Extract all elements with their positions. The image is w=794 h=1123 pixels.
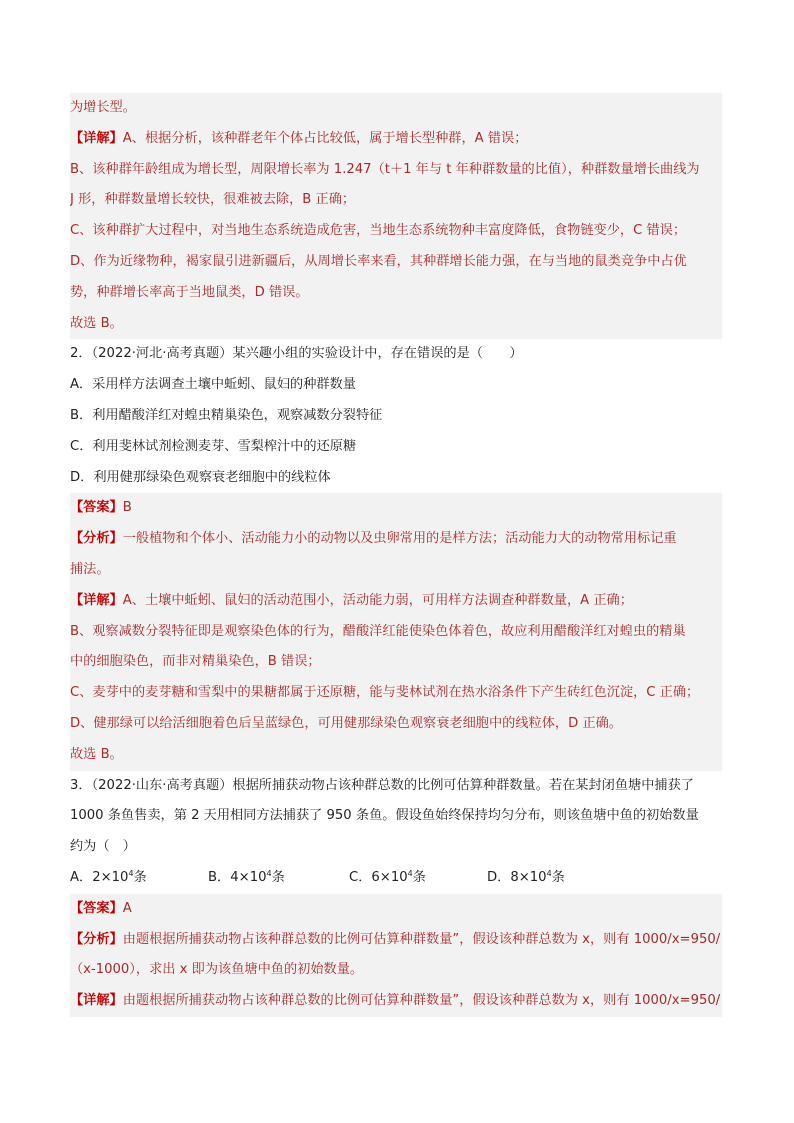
question-3-options [70, 863, 722, 894]
analysis-tag: 【分析】 [70, 531, 123, 547]
question-2-option-b: B．利用醋酸洋红对蝗虫精巢染色，观察减数分裂特征 [70, 407, 383, 423]
question-3-option-a: A．$2\times 10^4$条 [70, 868, 147, 885]
prev-detail-line: D、作为近缘物种，褐家鼠引进新疆后，从周增长率来看，其种群增长能力强，在与当地的鼠类竞争中占优 [70, 247, 722, 278]
prev-continuation: 为增长型。 [70, 93, 722, 124]
document-page [70, 93, 722, 1017]
question-3-stem: 约为（ ） [70, 839, 136, 855]
analysis-tag: 【分析】 [70, 931, 123, 947]
question-3-option-c: C．$6\times 10^4$条 [349, 868, 426, 885]
question-3-answer: 【答案】A [70, 894, 722, 925]
question-3-option-b: B．$4\times 10^4$条 [208, 868, 285, 885]
prev-conclusion: 故选 B。 [70, 309, 722, 340]
question-2-detail-line: 中的细胞染色，而非对精巢染色，B 错误； [70, 647, 722, 678]
prev-detail-line: 势，种群增长率高于当地鼠类，D 错误。 [70, 278, 722, 309]
prev-detail-line: 【详解】A、根据分析，该种群老年个体占比较低，属于增长型种群，A 错误； [70, 124, 722, 155]
question-3-stem: 3．（2022·山东·高考真题）根据所捕获动物占该种群总数的比例可估算种群数量。若在某封闭鱼塘中捕获了 [70, 777, 694, 793]
prev-detail-line: J 形，种群数量增长较快，很难被去除，B 正确； [70, 185, 722, 216]
question-2-answer: 【答案】B [70, 493, 722, 524]
question-2-detail-line: C、麦芽中的麦芽糖和雪梨中的果糖都属于还原糖，能与斐林试剂在热水浴条件下产生砖红色沉淀，C 正确； [70, 678, 722, 709]
question-2-detail-line: D、健那绿可以给活细胞着色后呈蓝绿色，可用健那绿染色观察衰老细胞中的线粒体，D 正确。 [70, 709, 722, 740]
answer-tag: 【答案】 [70, 900, 123, 916]
question-2-detail: 【详解】A、土壤中蚯蚓、鼠妇的活动范围小，活动能力弱，可用样方法调查种群数量，A 正确； [70, 586, 722, 617]
question-2-analysis: 【分析】一般植物和个体小、活动能力小的动物以及虫卵常用的是样方法；活动能力大的动物常用标记重 [70, 524, 722, 555]
question-3-analysis-line: （x-1000），求出 x 即为该鱼塘中鱼的初始数量。 [70, 955, 722, 986]
question-2-conclusion: 故选 B。 [70, 740, 722, 771]
question-3-detail: 【详解】由题根据所捕获动物占该种群总数的比例可估算种群数量”，假设该种群总数为 x，则有 1000/x=950/ [70, 986, 722, 1017]
detail-tag: 【详解】 [70, 130, 123, 146]
answer-tag: 【答案】 [70, 500, 123, 516]
question-2-detail-line: B、观察减数分裂特征即是观察染色体的行为，醋酸洋红能使染色体着色，故应利用醋酸洋红对蝗虫的精巢 [70, 617, 722, 648]
detail-tag: 【详解】 [70, 993, 123, 1009]
question-2-option-d: D．利用健那绿染色观察衰老细胞中的线粒体 [70, 469, 331, 485]
question-3-stem: 1000 条鱼售卖，第 2 天用相同方法捕获了 950 条鱼。假设鱼始终保持均匀分布，则该鱼塘中鱼的初始数量 [70, 808, 699, 824]
question-3-option-d: D．$8\times 10^4$条 [487, 868, 565, 885]
prev-detail-line: C、该种群扩大过程中，对当地生态系统造成危害，当地生态系统物种丰富度降低，食物链变少，C 错误； [70, 216, 722, 247]
detail-tag: 【详解】 [70, 592, 123, 608]
question-2-stem: 2．（2022·河北·高考真题）某兴趣小组的实验设计中，存在错误的是（ ） [70, 346, 523, 362]
question-2-analysis-line: 捕法。 [70, 555, 722, 586]
question-2-option-c: C．利用斐林试剂检测麦芽、雪梨榨汁中的还原糖 [70, 438, 357, 454]
question-3-analysis: 【分析】由题根据所捕获动物占该种群总数的比例可估算种群数量”，假设该种群总数为 x，则有 1000/x=950/ [70, 925, 722, 956]
question-2-option-a: A．采用样方法调查土壤中蚯蚓、鼠妇的种群数量 [70, 377, 356, 393]
prev-detail-line: B、该种群年龄组成为增长型，周限增长率为 1.247（t＋1 年与 t 年种群数量的比值），种群数量增长曲线为 [70, 155, 722, 186]
